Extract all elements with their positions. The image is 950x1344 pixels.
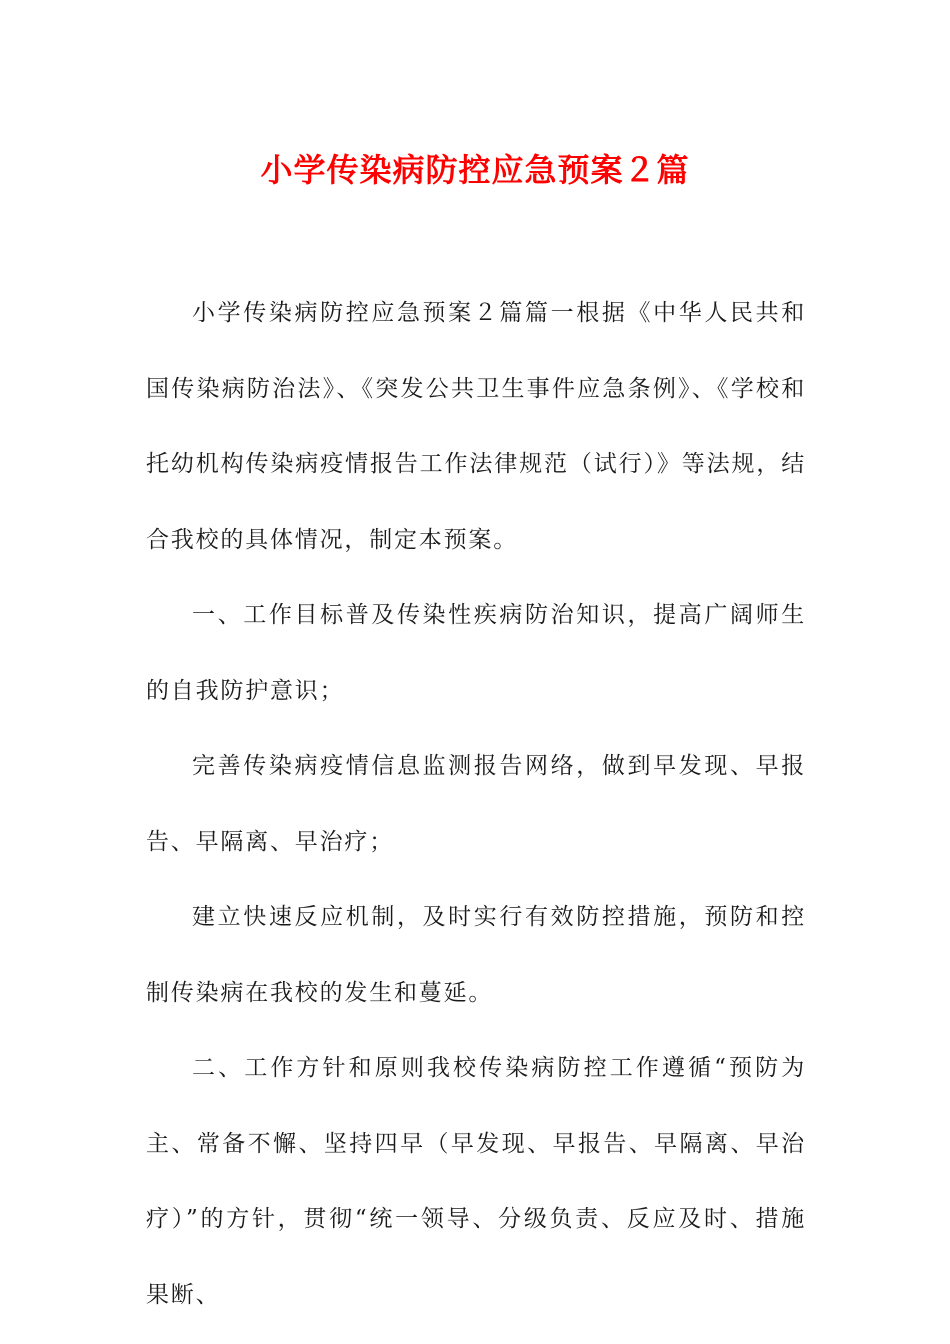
document-body bbox=[146, 276, 806, 1333]
paragraph-response: 建立快速反应机制，及时实行有效防控措施，预防和控制传染病在我校的发生和蔓延。 bbox=[146, 904, 806, 1006]
paragraph-intro: 小学传染病防控应急预案２篇篇一根据《中华人民共和国传染病防治法》、《突发公共卫生事件应急条例》、《学校和托幼机构传染病疫情报告工作法律规范（试行）》等法规，结合我校的具体情况，制定本预案。 bbox=[146, 300, 806, 553]
paragraph-monitoring: 完善传染病疫情信息监测报告网络，做到早发现、早报告、早隔离、早治疗； bbox=[146, 753, 806, 855]
paragraph-work-goal: 一、工作目标普及传染性疾病防治知识，提高广阔师生的自我防护意识； bbox=[146, 602, 806, 704]
paragraph-principles: 二、工作方针和原则我校传染病防控工作遵循“预防为主、常备不懈、坚持四早（早发现、早报告、早隔离、早治疗）”的方针，贯彻“统一领导、分级负责、反应及时、措施果断、 bbox=[146, 1055, 806, 1308]
document-title: 小学传染病防控应急预案２篇 bbox=[260, 151, 690, 189]
